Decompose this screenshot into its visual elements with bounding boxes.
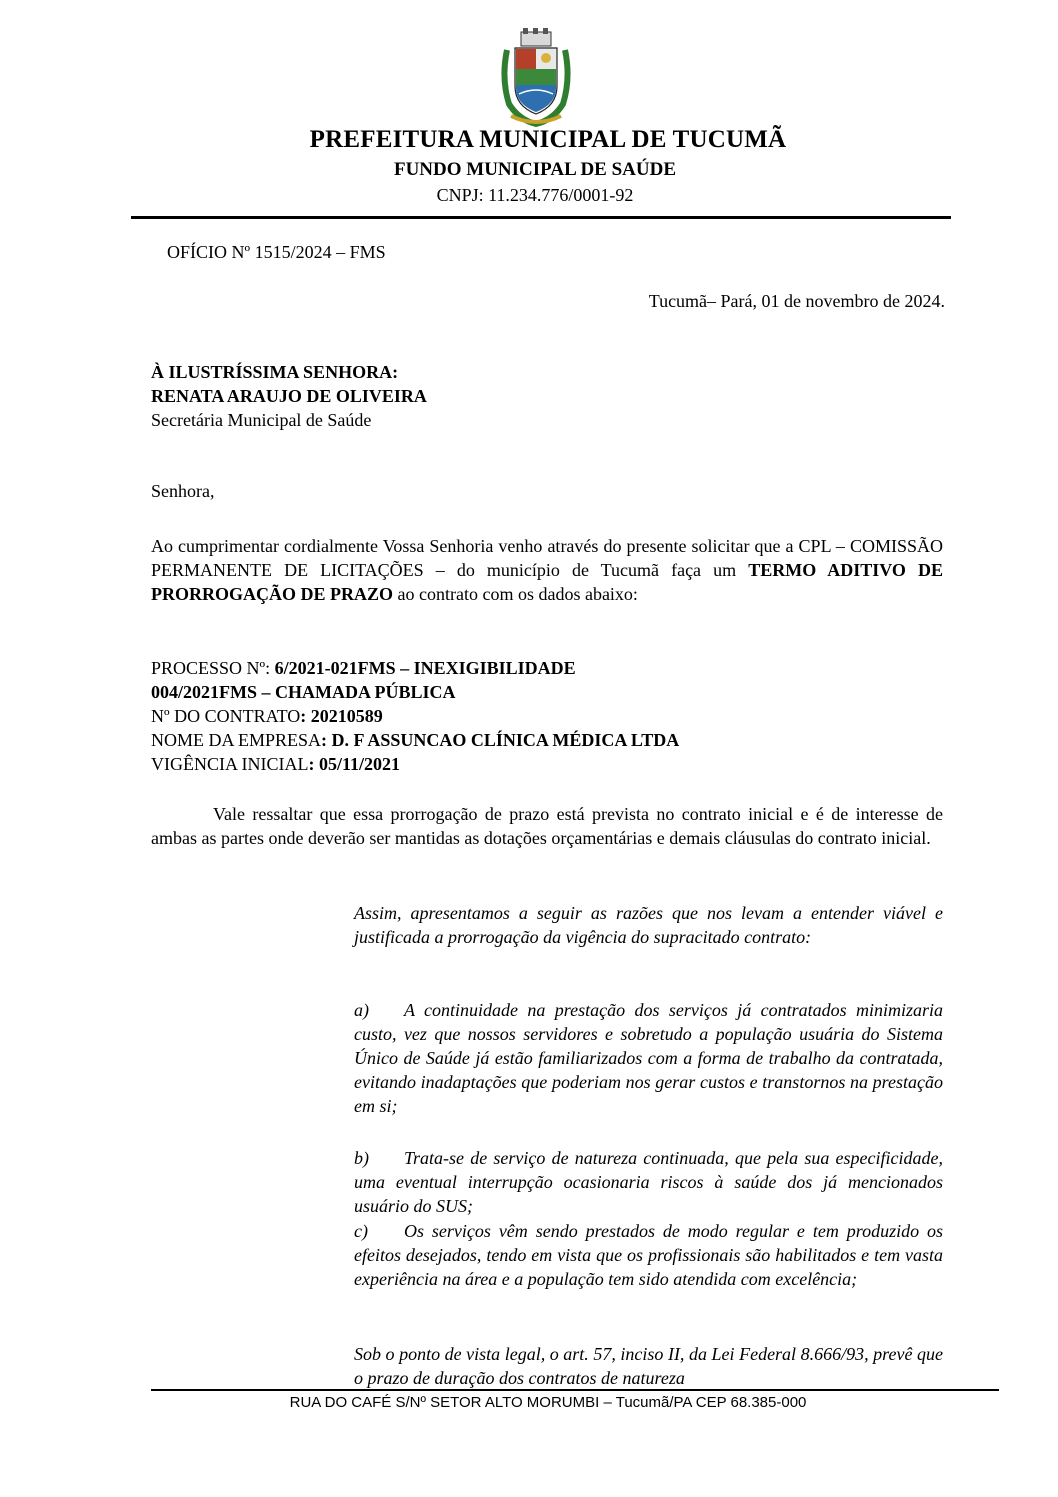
greeting: Senhora, xyxy=(151,481,215,501)
footer-divider xyxy=(151,1389,999,1391)
quote-intro: Assim, apresentamos a seguir as razões que nos levam a entender viável e justificada a prorrogação da vigência do supracitado contrato: xyxy=(354,903,943,947)
quote-item-c xyxy=(354,1219,943,1291)
addressee-role: Secretária Municipal de Saúde xyxy=(151,410,372,430)
oficio-number: OFÍCIO Nº 1515/2024 – FMS xyxy=(167,242,386,262)
contract-data-block xyxy=(151,656,679,776)
processo-value: 6/2021-021FMS – INEXIGIBILIDADE xyxy=(274,658,576,678)
contrato-label: Nº DO CONTRATO xyxy=(151,706,301,726)
request-paragraph xyxy=(151,534,943,606)
processo-label: PROCESSO Nº: xyxy=(151,658,275,678)
municipal-coat-of-arms xyxy=(499,28,573,128)
page-title: PREFEITURA MUNICIPAL DE TUCUMÃ xyxy=(309,126,787,153)
quote-legal: Sob o ponto de vista legal, o art. 57, inciso II, da Lei Federal 8.666/93, prevê que o prazo de duração dos contratos de natureza xyxy=(354,1344,943,1388)
vigencia-value: : 05/11/2021 xyxy=(308,754,400,774)
quote-item-b xyxy=(354,1146,943,1218)
vigencia-label: VIGÊNCIA INICIAL xyxy=(151,754,309,774)
item-a-text: A continuidade na prestação dos serviços já contratados minimizaria custo, vez que nossos servidores e sobretudo a população usuária do Sistema Único de Saúde já estão familiarizados com a forma de trabalho da contratada, evitando inadaptações que poderiam nos gerar custos e transtornos na prestação em si; xyxy=(354,1000,943,1116)
footer-address: RUA DO CAFÉ S/Nº SETOR ALTO MORUMBI – Tucumã/PA CEP 68.385-000 xyxy=(289,1394,807,1411)
addressee-name: RENATA ARAUJO DE OLIVEIRA xyxy=(151,386,427,406)
cnpj-line: CNPJ: 11.234.776/0001-92 xyxy=(436,185,634,205)
empresa-label: NOME DA EMPRESA xyxy=(151,730,322,750)
addressee-salutation: À ILUSTRÍSSIMA SENHORA: xyxy=(151,362,399,382)
item-c-text: Os serviços vêm sendo prestados de modo regular e tem produzido os efeitos desejados, tendo em vista que os profissionais são habilitados e tem vasta experiência na área e a população tem sido atendida com excelência; xyxy=(354,1221,943,1289)
header-divider xyxy=(131,216,951,219)
item-a-marker: a) xyxy=(354,1000,369,1020)
addressee-block xyxy=(151,360,427,432)
processo-value-continued: 004/2021FMS – CHAMADA PÚBLICA xyxy=(151,682,456,702)
request-outro: ao contrato com os dados abaixo: xyxy=(397,584,638,604)
date-line: Tucumã– Pará, 01 de novembro de 2024. xyxy=(648,291,945,311)
justification-paragraph: Vale ressaltar que essa prorrogação de prazo está prevista no contrato inicial e é de interesse de ambas as partes onde deverão ser mantidas as dotações orçamentárias e demais cláusulas do contrato inicial. xyxy=(151,804,943,848)
contrato-value: : 20210589 xyxy=(300,706,383,726)
page-subtitle: FUNDO MUNICIPAL DE SAÚDE xyxy=(393,159,677,180)
item-b-text: Trata-se de serviço de natureza continuada, que pela sua especificidade, uma eventual interrupção ocasionaria riscos à saúde dos já mencionados usuário do SUS; xyxy=(354,1148,943,1216)
request-intro: Ao cumprimentar cordialmente Vossa Senhoria venho através do presente solicitar que a CPL – COMISSÃO PERMANENTE DE LICITAÇÕES – do município de Tucumã faça um xyxy=(151,536,943,580)
item-c-marker: c) xyxy=(354,1221,368,1241)
request-bold-term: TERMO ADITIVO DE PRORROGAÇÃO DE PRAZO xyxy=(151,560,944,604)
quote-item-a xyxy=(354,998,943,1118)
item-b-marker: b) xyxy=(354,1148,369,1168)
empresa-value: : D. F ASSUNCAO CLÍNICA MÉDICA LTDA xyxy=(321,730,680,750)
